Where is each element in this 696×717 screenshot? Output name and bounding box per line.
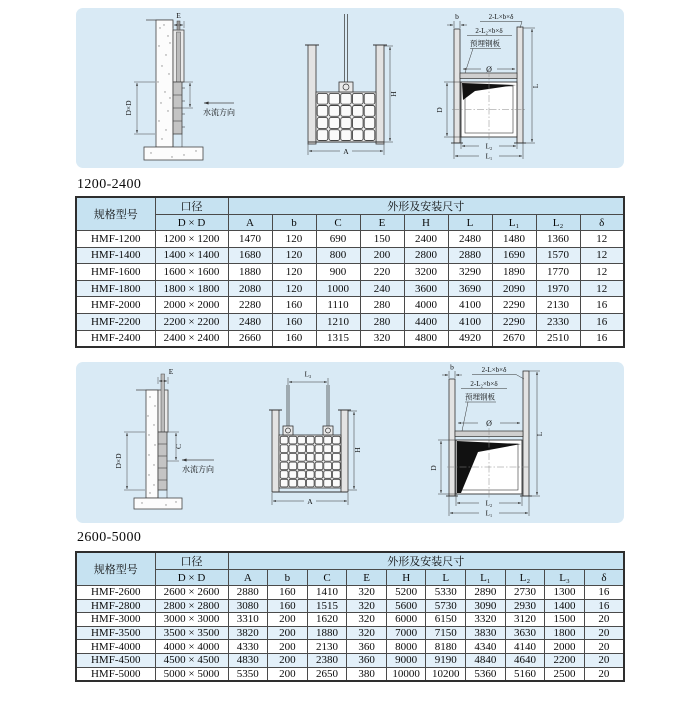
label-phi: Ø: [486, 419, 492, 428]
label-l3: L₃: [304, 370, 312, 379]
cell-bore: 5000 × 5000: [155, 667, 228, 681]
cell-dim: 1360: [536, 231, 580, 248]
cell-dim: 120: [272, 231, 316, 248]
cell-dim: 3630: [505, 626, 545, 640]
dim-DxD: [124, 432, 145, 490]
col-header-dim: A: [228, 215, 272, 231]
cell-dim: 150: [360, 231, 404, 248]
label-l2: L₂: [485, 142, 493, 151]
cell-dim: 12: [580, 280, 624, 297]
cell-bore: 4500 × 4500: [155, 653, 228, 667]
table-row: [76, 330, 624, 347]
cell-dim: 2380: [307, 653, 347, 667]
col-header-dim: C: [316, 215, 360, 231]
col-header-dim: E: [347, 570, 387, 586]
cell-bore: 2800 × 2800: [155, 599, 228, 613]
cell-dim: 2650: [307, 667, 347, 681]
cell-dim: 9190: [426, 653, 466, 667]
cell-dim: 3090: [466, 599, 506, 613]
col-header-model: 规格型号: [76, 552, 155, 586]
cell-dim: 3080: [228, 599, 268, 613]
cell-dim: 5330: [426, 586, 466, 600]
cell-dim: 2480: [228, 313, 272, 330]
cell-dim: 2080: [228, 280, 272, 297]
cell-dim: 1410: [307, 586, 347, 600]
label-plates-l: 2-L×b×δ: [488, 13, 514, 21]
cell-dim: 6000: [386, 613, 426, 627]
label-h: H: [353, 447, 362, 453]
label-embed-plate: 预埋钢板: [470, 39, 500, 48]
cell-dim: 3310: [228, 613, 268, 627]
cell-model: HMF-1200: [76, 231, 155, 248]
cell-model: HMF-3000: [76, 613, 155, 627]
cell-dim: 2130: [307, 640, 347, 654]
cell-dim: 2200: [545, 653, 585, 667]
col-header-dims: 外形及安装尺寸: [228, 197, 624, 215]
cell-model: HMF-2600: [76, 586, 155, 600]
cell-dim: 20: [584, 653, 624, 667]
cell-dim: 1315: [316, 330, 360, 347]
cell-dim: 2500: [545, 667, 585, 681]
lifting-lug: [323, 426, 333, 435]
cell-dim: 2670: [492, 330, 536, 347]
cell-dim: 10200: [426, 667, 466, 681]
cell-dim: 1570: [536, 247, 580, 264]
cell-dim: 16: [580, 297, 624, 314]
cell-dim: 2660: [228, 330, 272, 347]
cell-dim: 1480: [492, 231, 536, 248]
label-plates-l2: 2-L₂×b×δ: [470, 380, 498, 388]
cell-dim: 5200: [386, 586, 426, 600]
label-e: E: [176, 11, 181, 20]
cell-dim: 4140: [505, 640, 545, 654]
side-view-drawing: [124, 11, 235, 160]
cell-dim: 4830: [228, 653, 268, 667]
table-row: [76, 653, 624, 667]
cell-dim: 120: [272, 247, 316, 264]
cell-dim: 9000: [386, 653, 426, 667]
cell-dim: 1300: [545, 586, 585, 600]
label-l: L: [535, 431, 544, 437]
col-header-dim: H: [386, 570, 426, 586]
col-header-dim: b: [268, 570, 308, 586]
cell-dim: 5160: [505, 667, 545, 681]
cell-dim: 4100: [448, 297, 492, 314]
table-row: [76, 613, 624, 627]
cell-dim: 5600: [386, 599, 426, 613]
cell-dim: 4920: [448, 330, 492, 347]
cell-dim: 200: [360, 247, 404, 264]
cell-dim: 8180: [426, 640, 466, 654]
col-header-dim: A: [228, 570, 268, 586]
col-header-dim: L: [426, 570, 466, 586]
cell-dim: 12: [580, 231, 624, 248]
cell-dim: 3600: [404, 280, 448, 297]
cell-bore: 2000 × 2000: [155, 297, 228, 314]
cell-dim: 1800: [545, 626, 585, 640]
cell-bore: 3000 × 3000: [155, 613, 228, 627]
cell-model: HMF-2000: [76, 297, 155, 314]
cell-dim: 2090: [492, 280, 536, 297]
lifting-lug: [283, 426, 293, 435]
label-l2: L₂: [485, 499, 493, 508]
col-header-model: 规格型号: [76, 197, 155, 231]
cell-dim: 320: [360, 330, 404, 347]
cell-bore: 3500 × 3500: [155, 626, 228, 640]
label-b: b: [450, 362, 454, 372]
spec-table-1200-2400: [75, 196, 625, 348]
cell-dim: 3200: [404, 264, 448, 281]
label-l1: L₁: [485, 509, 493, 518]
dim-L3: [288, 378, 328, 385]
cell-dim: 280: [360, 313, 404, 330]
cell-dim: 1210: [316, 313, 360, 330]
stem: [177, 32, 181, 82]
cell-dim: 3690: [448, 280, 492, 297]
dim-b: [447, 21, 467, 28]
cell-dim: 20: [584, 640, 624, 654]
cell-bore: 4000 × 4000: [155, 640, 228, 654]
cell-dim: 20: [584, 626, 624, 640]
cell-model: HMF-1400: [76, 247, 155, 264]
col-header-dim: b: [272, 215, 316, 231]
cell-dim: 4000: [404, 297, 448, 314]
label-plates-l2: 2-L₂×b×δ: [475, 27, 503, 35]
cell-dim: 4400: [404, 313, 448, 330]
cell-dim: 120: [272, 264, 316, 281]
label-phi: Ø: [486, 65, 492, 74]
label-dxd: D×D: [124, 100, 133, 116]
cell-dim: 4640: [505, 653, 545, 667]
cell-dim: 160: [268, 599, 308, 613]
diagram-panel-1200-2400: [76, 8, 624, 168]
col-header-dim: L₃: [545, 570, 585, 586]
col-header-dim: C: [307, 570, 347, 586]
cell-dim: 2280: [228, 297, 272, 314]
cell-dim: 3290: [448, 264, 492, 281]
cell-dim: 1515: [307, 599, 347, 613]
cell-model: HMF-1800: [76, 280, 155, 297]
cell-dim: 8000: [386, 640, 426, 654]
cell-dim: 3830: [466, 626, 506, 640]
cell-bore: 2600 × 2600: [155, 586, 228, 600]
col-header-bore: 口径: [155, 197, 228, 215]
label-b: b: [455, 12, 459, 21]
section-view-drawing: [435, 12, 540, 161]
diagram-svg-1: [76, 8, 624, 168]
cell-dim: 5360: [466, 667, 506, 681]
cell-dim: 1470: [228, 231, 272, 248]
label-d: D: [435, 107, 444, 113]
col-header-dim: L₂: [536, 215, 580, 231]
gate-plate: [158, 432, 167, 490]
cell-model: HMF-4500: [76, 653, 155, 667]
front-view-drawing: [269, 371, 362, 507]
table-row: [76, 247, 624, 264]
table-row: [76, 599, 624, 613]
cell-dim: 16: [584, 586, 624, 600]
col-header-dim: L₂: [505, 570, 545, 586]
cell-dim: 1770: [536, 264, 580, 281]
col-header-dxd: D × D: [155, 215, 228, 231]
cell-bore: 2400 × 2400: [155, 330, 228, 347]
section-view-drawing: [429, 363, 544, 518]
cell-dim: 2480: [448, 231, 492, 248]
table-row: [76, 586, 624, 600]
cell-dim: 1400: [545, 599, 585, 613]
cell-model: HMF-3500: [76, 626, 155, 640]
cell-dim: 380: [347, 667, 387, 681]
cell-dim: 5350: [228, 667, 268, 681]
col-header-dim: L₁: [492, 215, 536, 231]
cell-dim: 800: [316, 247, 360, 264]
cell-dim: 3120: [505, 613, 545, 627]
table-row: [76, 313, 624, 330]
cell-bore: 1600 × 1600: [155, 264, 228, 281]
cell-dim: 4840: [466, 653, 506, 667]
cell-dim: 5730: [426, 599, 466, 613]
label-d: D: [429, 465, 438, 471]
cell-dim: 200: [268, 667, 308, 681]
cell-dim: 10000: [386, 667, 426, 681]
cell-dim: 1690: [492, 247, 536, 264]
table-row: [76, 626, 624, 640]
label-c: C: [174, 443, 183, 450]
cell-dim: 200: [268, 613, 308, 627]
diagram-svg-2: [76, 362, 624, 523]
cell-dim: 2290: [492, 297, 536, 314]
cell-dim: 280: [360, 297, 404, 314]
section-heading-1: 1200-2400: [77, 177, 142, 192]
dim-b: [442, 371, 462, 378]
stem: [161, 374, 165, 432]
label-h: H: [389, 91, 398, 97]
label-flow-direction: 水流方向: [182, 465, 214, 474]
label-l: L: [531, 83, 540, 89]
cell-dim: 7150: [426, 626, 466, 640]
cell-dim: 200: [268, 653, 308, 667]
cell-bore: 1800 × 1800: [155, 280, 228, 297]
lifting-lug: [339, 82, 353, 92]
dim-gate-top: [182, 82, 193, 108]
col-header-dim: δ: [584, 570, 624, 586]
cell-dim: 16: [580, 313, 624, 330]
cell-dim: 7000: [386, 626, 426, 640]
cell-dim: 4340: [466, 640, 506, 654]
label-a: A: [343, 147, 349, 156]
cell-dim: 1620: [307, 613, 347, 627]
cell-dim: 320: [347, 586, 387, 600]
cell-dim: 12: [580, 264, 624, 281]
cell-dim: 2330: [536, 313, 580, 330]
cell-dim: 220: [360, 264, 404, 281]
cell-dim: 20: [584, 613, 624, 627]
cell-dim: 200: [268, 640, 308, 654]
cell-dim: 16: [584, 599, 624, 613]
cell-dim: 2290: [492, 313, 536, 330]
cell-dim: 160: [272, 330, 316, 347]
col-header-dim: δ: [580, 215, 624, 231]
spec-table-2600-5000: [75, 551, 625, 682]
cell-dim: 20: [584, 667, 624, 681]
cell-dim: 900: [316, 264, 360, 281]
cell-dim: 6150: [426, 613, 466, 627]
label-plates-l: 2-L×b×δ: [481, 366, 507, 374]
label-embed-plate: 预埋钢板: [465, 392, 495, 402]
label-l1: L₁: [485, 152, 493, 161]
cell-dim: 160: [268, 586, 308, 600]
cell-bore: 2200 × 2200: [155, 313, 228, 330]
label-dxd: D×D: [114, 453, 123, 469]
col-header-dim: E: [360, 215, 404, 231]
col-header-dims: 外形及安装尺寸: [228, 552, 624, 570]
cell-bore: 1400 × 1400: [155, 247, 228, 264]
cell-dim: 1680: [228, 247, 272, 264]
col-header-dim: H: [404, 215, 448, 231]
cell-dim: 12: [580, 247, 624, 264]
cell-dim: 690: [316, 231, 360, 248]
cell-dim: 2880: [448, 247, 492, 264]
table-row: [76, 297, 624, 314]
table-row: [76, 280, 624, 297]
cell-dim: 160: [272, 313, 316, 330]
diagram-panel-2600-5000: [76, 362, 624, 523]
cell-dim: 2880: [228, 586, 268, 600]
cell-model: HMF-2800: [76, 599, 155, 613]
label-flow-direction: 水流方向: [203, 108, 235, 117]
cell-dim: 360: [347, 653, 387, 667]
section-heading-2: 2600-5000: [77, 530, 142, 545]
cell-dim: 2890: [466, 586, 506, 600]
cell-dim: 3320: [466, 613, 506, 627]
table-row: [76, 264, 624, 281]
cell-dim: 200: [268, 626, 308, 640]
cell-model: HMF-2200: [76, 313, 155, 330]
cell-dim: 2130: [536, 297, 580, 314]
cell-dim: 1880: [307, 626, 347, 640]
cell-dim: 2730: [505, 586, 545, 600]
cell-dim: 2510: [536, 330, 580, 347]
cell-dim: 16: [580, 330, 624, 347]
col-header-dim: L₁: [466, 570, 506, 586]
cell-model: HMF-2400: [76, 330, 155, 347]
cell-dim: 1970: [536, 280, 580, 297]
cell-dim: 3820: [228, 626, 268, 640]
col-header-dxd: D × D: [155, 570, 228, 586]
label-a: A: [307, 497, 313, 506]
cell-dim: 120: [272, 280, 316, 297]
cell-dim: 1110: [316, 297, 360, 314]
cell-dim: 4100: [448, 313, 492, 330]
cell-dim: 320: [347, 599, 387, 613]
cell-model: HMF-4000: [76, 640, 155, 654]
table-row: [76, 640, 624, 654]
cell-dim: 1500: [545, 613, 585, 627]
dim-DxD: [134, 82, 155, 134]
cell-dim: 1890: [492, 264, 536, 281]
cell-dim: 4800: [404, 330, 448, 347]
cell-dim: 1000: [316, 280, 360, 297]
table-row: [76, 667, 624, 681]
cell-dim: 4330: [228, 640, 268, 654]
cell-dim: 160: [272, 297, 316, 314]
table-row: [76, 231, 624, 248]
cell-dim: 240: [360, 280, 404, 297]
cell-dim: 2800: [404, 247, 448, 264]
col-header-bore: 口径: [155, 552, 228, 570]
cell-dim: 320: [347, 626, 387, 640]
label-e: E: [168, 367, 174, 376]
front-view-drawing: [305, 14, 398, 156]
cell-dim: 2400: [404, 231, 448, 248]
cell-dim: 1880: [228, 264, 272, 281]
col-header-dim: L: [448, 215, 492, 231]
side-view-drawing: [114, 367, 214, 509]
cell-bore: 1200 × 1200: [155, 231, 228, 248]
cell-dim: 320: [347, 613, 387, 627]
cell-dim: 2930: [505, 599, 545, 613]
cell-model: HMF-1600: [76, 264, 155, 281]
cell-dim: 360: [347, 640, 387, 654]
cell-dim: 2000: [545, 640, 585, 654]
cell-model: HMF-5000: [76, 667, 155, 681]
